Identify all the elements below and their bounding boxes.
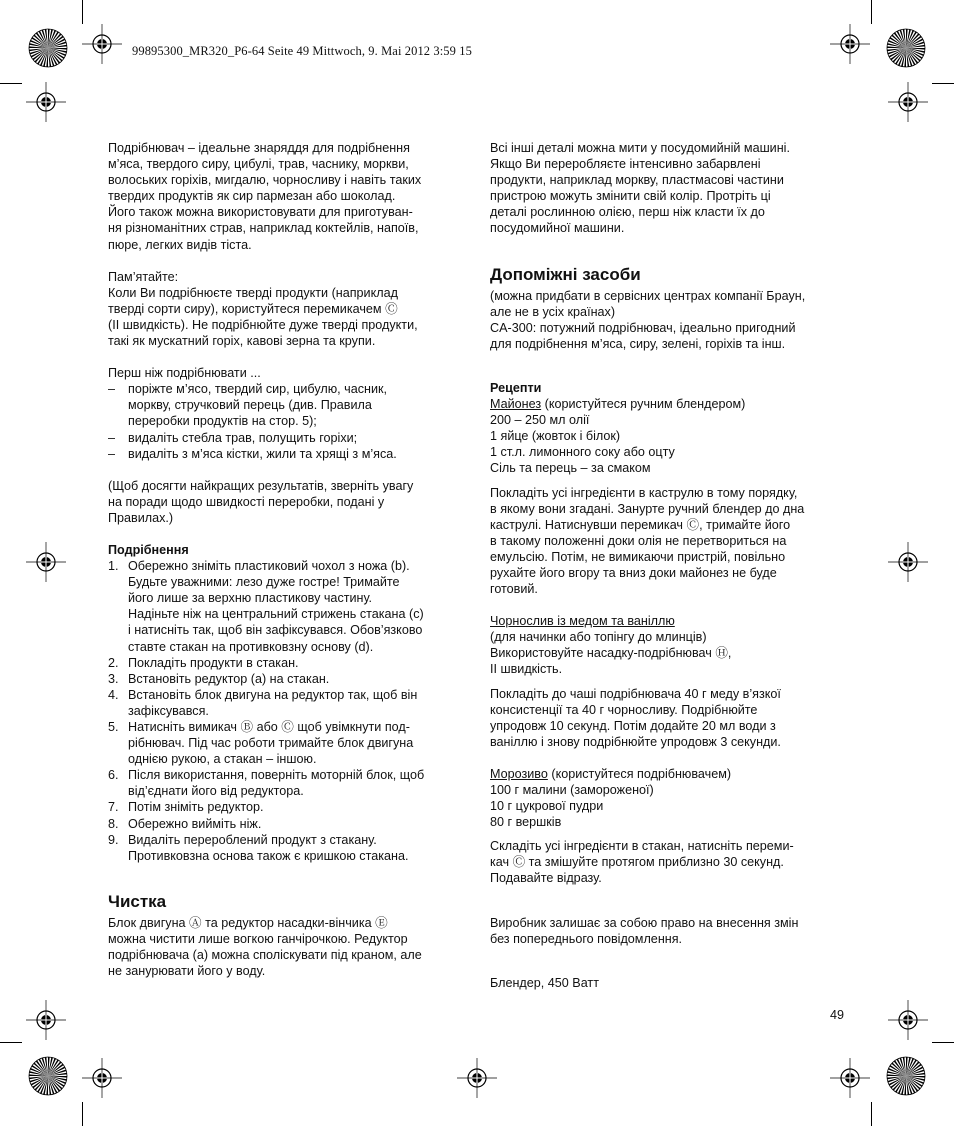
disclaimer xyxy=(490,915,846,947)
list-item: – поріжте м’ясо, твердий сир, цибулю, часник, моркву, стручковий перець (див. Правила переробки продуктів на стор. 5); xyxy=(108,382,388,429)
text-line: (для начинки або топінгу до млинців) xyxy=(490,630,707,645)
star-target-mark xyxy=(28,1056,68,1096)
text-line: Подрібнювач – ідеальне знаряддя для подрібнення xyxy=(108,141,410,155)
text-line: Правилах.) xyxy=(108,510,174,525)
crop-mark xyxy=(871,0,872,24)
remember-note xyxy=(108,269,464,349)
text-line: Коли Ви подрібнюєте тверді продукти (наприклад xyxy=(108,285,398,300)
text-line: в якому вони згадані. Занурте ручний блендер до дна xyxy=(490,501,805,516)
accessories-heading: Допоміжні засоби xyxy=(490,264,641,284)
text-line: (можна придбати в сервісних центрах компанії Браун, xyxy=(490,288,806,303)
text-line: Якщо Ви переробляєте інтенсивно забарвлені xyxy=(490,157,761,172)
text-line: тверді сорти сиру), користуйтеся перемикачем Ⓒ xyxy=(108,301,398,316)
text-line: в такому положенні доки олія не перетвориться на xyxy=(490,533,787,548)
text-line: пюре, легких видів тіста. xyxy=(108,237,252,252)
text-line: Блок двигуна Ⓐ та редуктор насадки-вінчика Ⓔ xyxy=(108,915,388,930)
text-line: Покладіть усі інгредієнти в каструлю в тому порядку, xyxy=(490,485,798,500)
ice-cream-ingredients xyxy=(490,782,846,830)
tip-paragraph xyxy=(108,478,464,526)
list-item: 2. Покладіть продукти в стакан. xyxy=(108,655,299,670)
crop-mark xyxy=(932,1042,954,1043)
text-line: пристрою можуть змінити свій колір. Протріть ці xyxy=(490,189,771,204)
list-item: 5. Натисніть вимикач Ⓑ або Ⓒ щоб увімкнути под- рібнювач. Під час роботи тримайте блок двигуна однією рукою, а стакан – іншою. xyxy=(108,720,414,767)
text-line: Всі інші деталі можна мити у посудомийній машині. xyxy=(490,141,790,155)
list-item: 9. Видаліть перероблений продукт з стакану. Противковзна основа також є кришкою стакана. xyxy=(108,832,409,863)
list-item: 3. Встановіть редуктор (a) на стакан. xyxy=(108,671,330,686)
text-line: 1 яйце (жовток і білок) xyxy=(490,429,621,444)
text-line: рухайте його вгору та вниз доки майонез не буде xyxy=(490,565,777,580)
dishwasher-paragraph xyxy=(490,140,846,237)
text-line: каструлі. Натиснувши перемикач Ⓒ, тримайте його xyxy=(490,517,791,532)
text-line: волоських горіхів, мигдалю, чорносливу і навіть таких xyxy=(108,173,422,188)
print-header: 99895300_MR320_P6-64 Seite 49 Mittwoch, 9. Mai 2012 3:59 15 xyxy=(132,44,472,58)
text-line: 10 г цукрової пудри xyxy=(490,799,604,814)
preparation-list xyxy=(108,381,464,461)
text-line: (Щоб досягти найкращих результатів, зверніть увагу xyxy=(108,478,414,493)
chopping-steps xyxy=(108,558,464,864)
text-line: готовий. xyxy=(490,582,538,597)
text-line: Сіль та перець – за смаком xyxy=(490,461,651,476)
text-line: без попереднього повідомлення. xyxy=(490,931,683,946)
text-line: але не в усіх країнах) xyxy=(490,304,616,319)
before-chopping-title: Перш ніж подрібнювати ... xyxy=(108,366,261,381)
text-line: 200 – 250 мл олії xyxy=(490,413,590,428)
text-line: консистенції та 40 г чорносливу. Подрібнюйте xyxy=(490,702,758,717)
crop-mark xyxy=(0,1042,22,1043)
text-line: такі як мускатний горіх, кавові зерна та крупи. xyxy=(108,334,376,349)
star-target-mark xyxy=(886,1056,926,1096)
text-line: Пам’ятайте: xyxy=(108,269,179,284)
text-line: продукти, наприклад моркву, пластмасові частини xyxy=(490,173,784,188)
text-line: CA-300: потужний подрібнювач, ідеально пригодний xyxy=(490,320,796,335)
mayonnaise-method xyxy=(490,485,846,598)
crop-mark xyxy=(871,1102,872,1126)
left-column xyxy=(108,140,464,979)
cleaning-heading: Чистка xyxy=(108,891,167,911)
registration-mark xyxy=(82,1058,122,1098)
text-line: Використовуйте насадку-подрібнювач Ⓗ, xyxy=(490,646,732,661)
crop-mark xyxy=(0,83,22,84)
prunes-method xyxy=(490,686,846,750)
text-line: 1 ст.л. лимонного соку або оцту xyxy=(490,445,675,460)
right-column xyxy=(490,140,846,991)
registration-mark xyxy=(457,1058,497,1098)
registration-mark xyxy=(888,542,928,582)
text-line: упродовж 10 секунд. Потім додайте 20 мл води з xyxy=(490,718,776,733)
text-line: Складіть усі інгредієнти в стакан, натисніть переми- xyxy=(490,839,794,854)
text-line: на поради щодо швидкості переробки, подані у xyxy=(108,494,385,509)
recipe-title-ice-cream: Морозиво (користуйтеся подрібнювачем) xyxy=(490,766,732,781)
list-item: – видаліть з м’яса кістки, жили та хрящі з м’яса. xyxy=(108,446,397,461)
recipe-title-prunes: Чорнослив із медом та ваніллю xyxy=(490,614,675,629)
list-item: 6. Після використання, поверніть моторній блок, щоб від’єднати його від редуктора. xyxy=(108,768,425,799)
text-line: ваніллю і знову подрібнюйте упродовж 3 секунди. xyxy=(490,734,781,749)
list-item: 8. Обережно вийміть ніж. xyxy=(108,816,262,831)
list-item: 4. Встановіть блок двигуна на редуктор так, щоб він зафіксувався. xyxy=(108,687,418,718)
registration-mark xyxy=(26,1000,66,1040)
text-line: Покладіть до чаші подрібнювача 40 г меду в’язкої xyxy=(490,686,781,701)
page-number: 49 xyxy=(830,1008,845,1022)
text-line: кач Ⓒ та змішуйте протягом приблизно 30 секунд. xyxy=(490,855,784,870)
star-target-mark xyxy=(28,28,68,68)
crop-mark xyxy=(82,0,83,24)
text-line: можна чистити лише вогкою ганчірочкою. Редуктор xyxy=(108,931,408,946)
text-line: ня різноманітних страв, наприклад коктейлів, напоїв, xyxy=(108,221,419,236)
recipe-title-mayonnaise: Майонез (користуйтеся ручним блендером) xyxy=(490,397,746,412)
registration-mark xyxy=(830,1058,870,1098)
text-line: II швидкість. xyxy=(490,662,563,677)
registration-mark xyxy=(26,542,66,582)
text-line: Його також можна використовувати для приготуван- xyxy=(108,205,413,220)
text-line: деталі рослинною олією, перш ніж класти їх до xyxy=(490,205,765,220)
text-line: Виробник залишає за собою право на внесення змін xyxy=(490,915,799,930)
registration-mark xyxy=(888,1000,928,1040)
text-line: м’яса, твердого сиру, цибулі, трав, часнику, моркви, xyxy=(108,157,409,172)
text-line: 100 г малини (замороженої) xyxy=(490,783,654,797)
registration-mark xyxy=(82,24,122,64)
text-line: твердих продуктів як сир пармезан або шоколад. xyxy=(108,189,396,204)
list-item: – видаліть стебла трав, полущить горіхи; xyxy=(108,430,358,445)
list-item: 1. Обережно зніміть пластиковий чохол з ножа (b). Будьте уважними: лезо дуже гостре! Тримайте його лише за верхню пластикову частину. Надіньте ніж на центральний стрижень стакана (c) і натисніть так, щоб він зафіксувався. Обов’язково ставте стакан на противковзну основу (d). xyxy=(108,559,424,654)
text-line: посудомийної машини. xyxy=(490,221,625,236)
registration-mark xyxy=(26,82,66,122)
model-info: Блендер, 450 Ватт xyxy=(490,975,599,990)
ice-cream-method xyxy=(490,838,846,886)
registration-mark xyxy=(830,24,870,64)
intro-paragraph xyxy=(108,140,464,253)
text-line: емульсію. Потім, не вимикаючи пристрій, повільно xyxy=(490,549,786,564)
text-line: подрібнювача (a) можна споліскувати під краном, але xyxy=(108,948,422,963)
text-line: Подавайте відразу. xyxy=(490,871,602,886)
prunes-ingredients xyxy=(490,629,846,677)
text-line: для подрібнення м’яса, сиру, зелені, горіхів та інш. xyxy=(490,336,786,351)
list-item: 7. Потім зніміть редуктор. xyxy=(108,800,264,815)
text-line: 80 г вершків xyxy=(490,815,562,830)
crop-mark xyxy=(932,83,954,84)
text-line: не занурювати його у воду. xyxy=(108,964,266,979)
star-target-mark xyxy=(886,28,926,68)
recipes-title: Рецепти xyxy=(490,380,542,395)
crop-mark xyxy=(82,1102,83,1126)
mayonnaise-ingredients xyxy=(490,412,846,476)
text-line: (II швидкість). Не подрібнюйте дуже тверді продукти, xyxy=(108,317,418,332)
chopping-title: Подрібнення xyxy=(108,542,189,557)
accessories-paragraph xyxy=(490,288,846,352)
registration-mark xyxy=(888,82,928,122)
cleaning-paragraph xyxy=(108,915,464,979)
